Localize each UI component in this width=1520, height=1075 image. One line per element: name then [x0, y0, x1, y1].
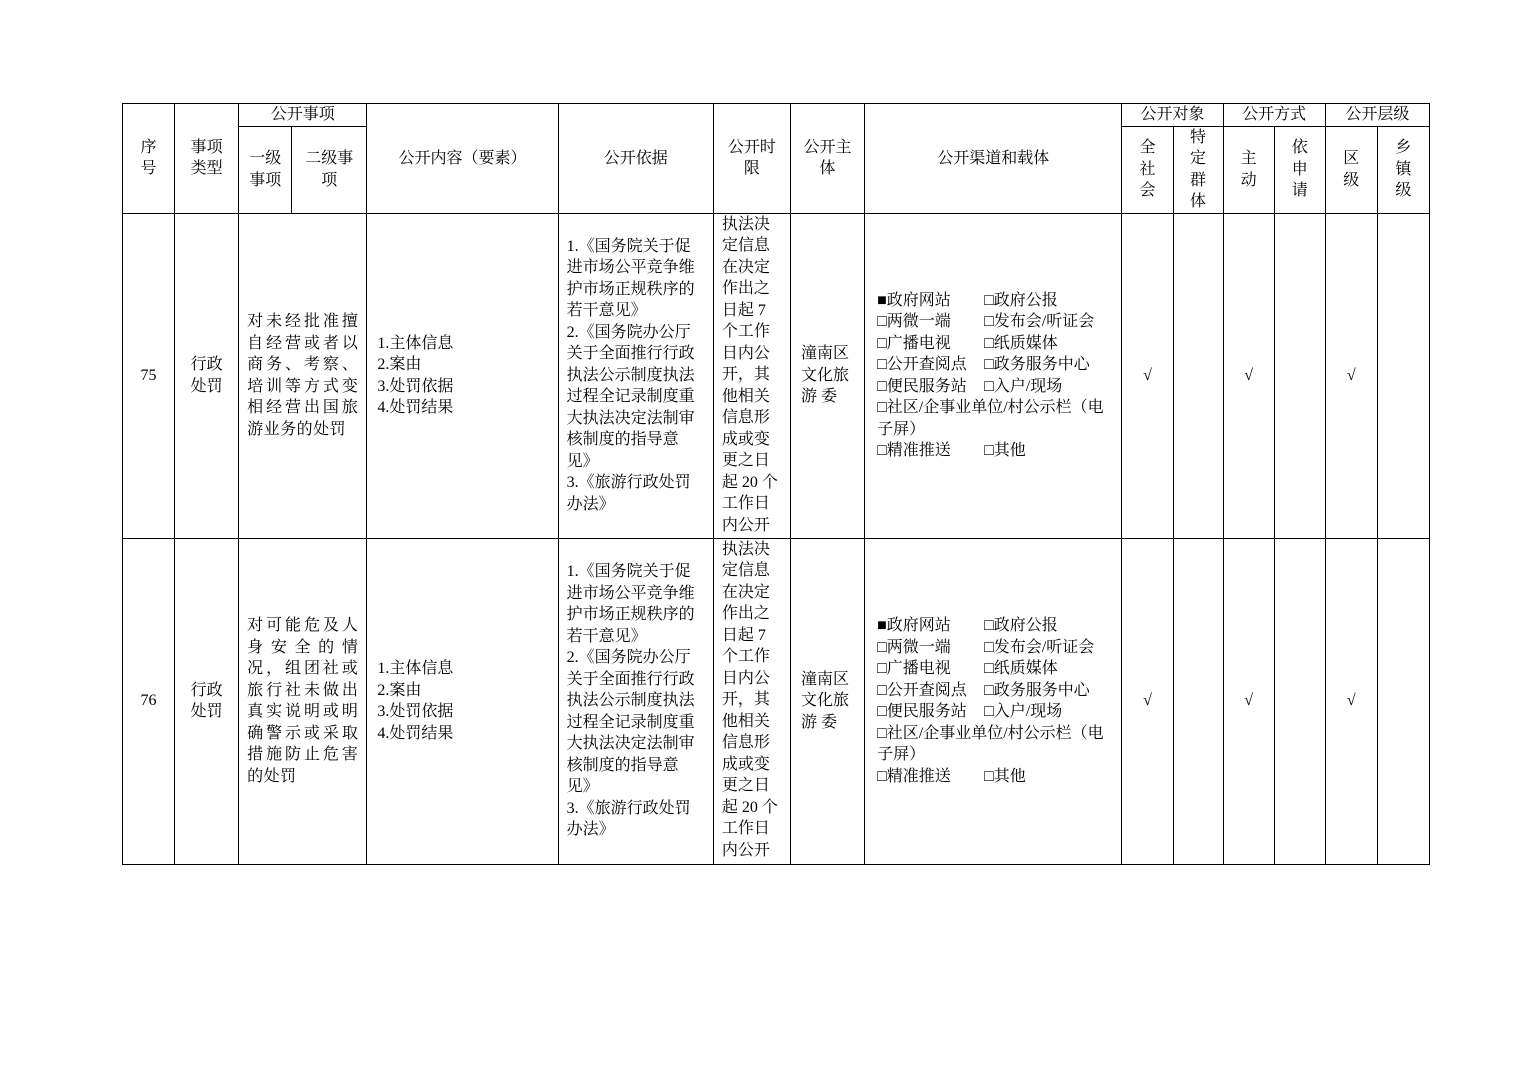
- channel-option: □政府公报: [984, 617, 1058, 634]
- channel-option: ■政府网站: [877, 617, 951, 634]
- cell-target-specific: [1173, 213, 1223, 538]
- channel-option: □发布会/听证会: [984, 638, 1095, 656]
- channel-option: □公开查阅点: [877, 681, 967, 699]
- channel-option: □精准推送: [877, 442, 951, 459]
- cell-type: 行政 处罚: [175, 213, 239, 538]
- header-basis: 公开依据: [558, 104, 713, 214]
- header-mode-group: 公开方式: [1223, 104, 1325, 127]
- cell-level-district: √: [1325, 213, 1377, 538]
- channel-row: [877, 311, 1111, 333]
- channel-row: [877, 333, 1111, 355]
- cell-content: 1.主体信息 2.案由 3.处罚依据 4.处罚结果: [367, 538, 558, 864]
- channel-option: □两微一端: [877, 313, 951, 330]
- cell-subject: 潼南区文化旅游 委: [790, 213, 864, 538]
- header-target-specific: 特 定 群 体: [1173, 126, 1223, 213]
- cell-target-all: √: [1122, 538, 1173, 864]
- disclosure-table: [122, 103, 1430, 865]
- channel-option: □社区/企事业单位/村公示栏（电子屏）: [877, 724, 1104, 763]
- channel-option: □政务服务中心: [984, 356, 1090, 373]
- cell-target-all: √: [1122, 213, 1173, 538]
- cell-matter: 对可能危及人身安全的情况，组团社或旅行社未做出真实说明或明确警示或采取措施防止危害的处罚: [239, 538, 367, 864]
- cell-seq: 76: [123, 538, 175, 864]
- table-row: [123, 538, 1430, 864]
- channel-row: [877, 658, 1111, 680]
- header-subject: 公开主 体: [790, 104, 864, 214]
- header-mode-active: 主 动: [1223, 126, 1274, 213]
- channel-row: [877, 615, 1111, 637]
- header-matter-group: 公开事项: [239, 104, 367, 127]
- channel-option: □纸质媒体: [984, 334, 1058, 352]
- channel-option: □纸质媒体: [984, 660, 1058, 677]
- channel-option: □其他: [984, 767, 1026, 785]
- cell-time: 执法决定信息在决定作出之日起 7 个工作日内公开，其他相关信息形成或变更之日起 20 个工作日内公开: [713, 538, 790, 864]
- header-time: 公开时 限: [713, 104, 790, 214]
- channel-option: □其他: [984, 442, 1026, 459]
- cell-type: 行政 处罚: [175, 538, 239, 864]
- cell-time: 执法决定信息在决定作出之日起 7 个工作日内公开，其他相关信息形成或变更之日起 20 个工作日内公开: [713, 213, 790, 538]
- cell-content: 1.主体信息 2.案由 3.处罚依据 4.处罚结果: [367, 213, 558, 538]
- header-row-1: [123, 104, 1430, 127]
- channel-option: □公开查阅点: [877, 356, 967, 373]
- channel-option: □政府公报: [984, 291, 1058, 309]
- channel-row: [877, 637, 1111, 659]
- channel-option: □两微一端: [877, 638, 951, 656]
- header-mode-apply: 依 申 请: [1274, 126, 1325, 213]
- channel-row: [877, 376, 1111, 398]
- table-row: [123, 213, 1430, 538]
- header-level-district: 区 级: [1325, 126, 1377, 213]
- header-content: 公开内容（要素）: [367, 104, 558, 214]
- cell-seq: 75: [123, 213, 175, 538]
- header-level-town: 乡 镇 级: [1377, 126, 1429, 213]
- channel-row: [877, 290, 1111, 312]
- cell-target-specific: [1173, 538, 1223, 864]
- channel-option: □广播电视: [877, 334, 951, 352]
- header-level-group: 公开层级: [1325, 104, 1429, 127]
- cell-mode-active: √: [1223, 213, 1274, 538]
- channel-row: [877, 701, 1111, 723]
- cell-level-town: [1377, 538, 1429, 864]
- cell-level-town: [1377, 213, 1429, 538]
- cell-matter: 对未经批准擅自经营或者以商务、考察、培训等方式变相经营出国旅游业务的处罚: [239, 213, 367, 538]
- header-type: 事项 类型: [175, 104, 239, 214]
- channel-option: □广播电视: [877, 660, 951, 677]
- header-target-all: 全 社 会: [1122, 126, 1173, 213]
- header-level2: 二级事 项: [292, 126, 367, 213]
- cell-basis: 1.《国务院关于促进市场公平竞争维护市场正规秩序的若干意见》 2.《国务院办公厅关于全面推行行政执法公示制度执法过程全记录制度重大执法决定法制审核制度的指导意见》 3.《旅游行政处罚办法》: [558, 213, 713, 538]
- cell-subject: 潼南区文化旅游 委: [790, 538, 864, 864]
- channel-option: □政务服务中心: [984, 681, 1090, 699]
- header-level1: 一级 事项: [239, 126, 292, 213]
- channel-option: □精准推送: [877, 767, 951, 785]
- cell-mode-apply: [1274, 538, 1325, 864]
- channel-option: □入户/现场: [984, 377, 1063, 395]
- channel-option: □发布会/听证会: [984, 313, 1095, 330]
- channel-row: [877, 354, 1111, 376]
- cell-level-district: √: [1325, 538, 1377, 864]
- cell-mode-apply: [1274, 213, 1325, 538]
- header-target-group: 公开对象: [1122, 104, 1223, 127]
- channel-row: [877, 766, 1111, 788]
- header-seq: 序 号: [123, 104, 175, 214]
- channel-option: □入户/现场: [984, 703, 1063, 720]
- channel-option: □便民服务站: [877, 377, 967, 395]
- channel-row: [877, 440, 1111, 462]
- cell-channels: [865, 213, 1122, 538]
- cell-basis: 1.《国务院关于促进市场公平竞争维护市场正规秩序的若干意见》 2.《国务院办公厅关于全面推行行政执法公示制度执法过程全记录制度重大执法决定法制审核制度的指导意见》 3.《旅游行政处罚办法》: [558, 538, 713, 864]
- channel-option: □社区/企事业单位/村公示栏（电子屏）: [877, 399, 1104, 438]
- channel-option: ■政府网站: [877, 291, 951, 309]
- cell-mode-active: √: [1223, 538, 1274, 864]
- channel-row: [877, 680, 1111, 702]
- cell-channels: [865, 538, 1122, 864]
- header-channel: 公开渠道和载体: [865, 104, 1122, 214]
- channel-option: □便民服务站: [877, 703, 967, 720]
